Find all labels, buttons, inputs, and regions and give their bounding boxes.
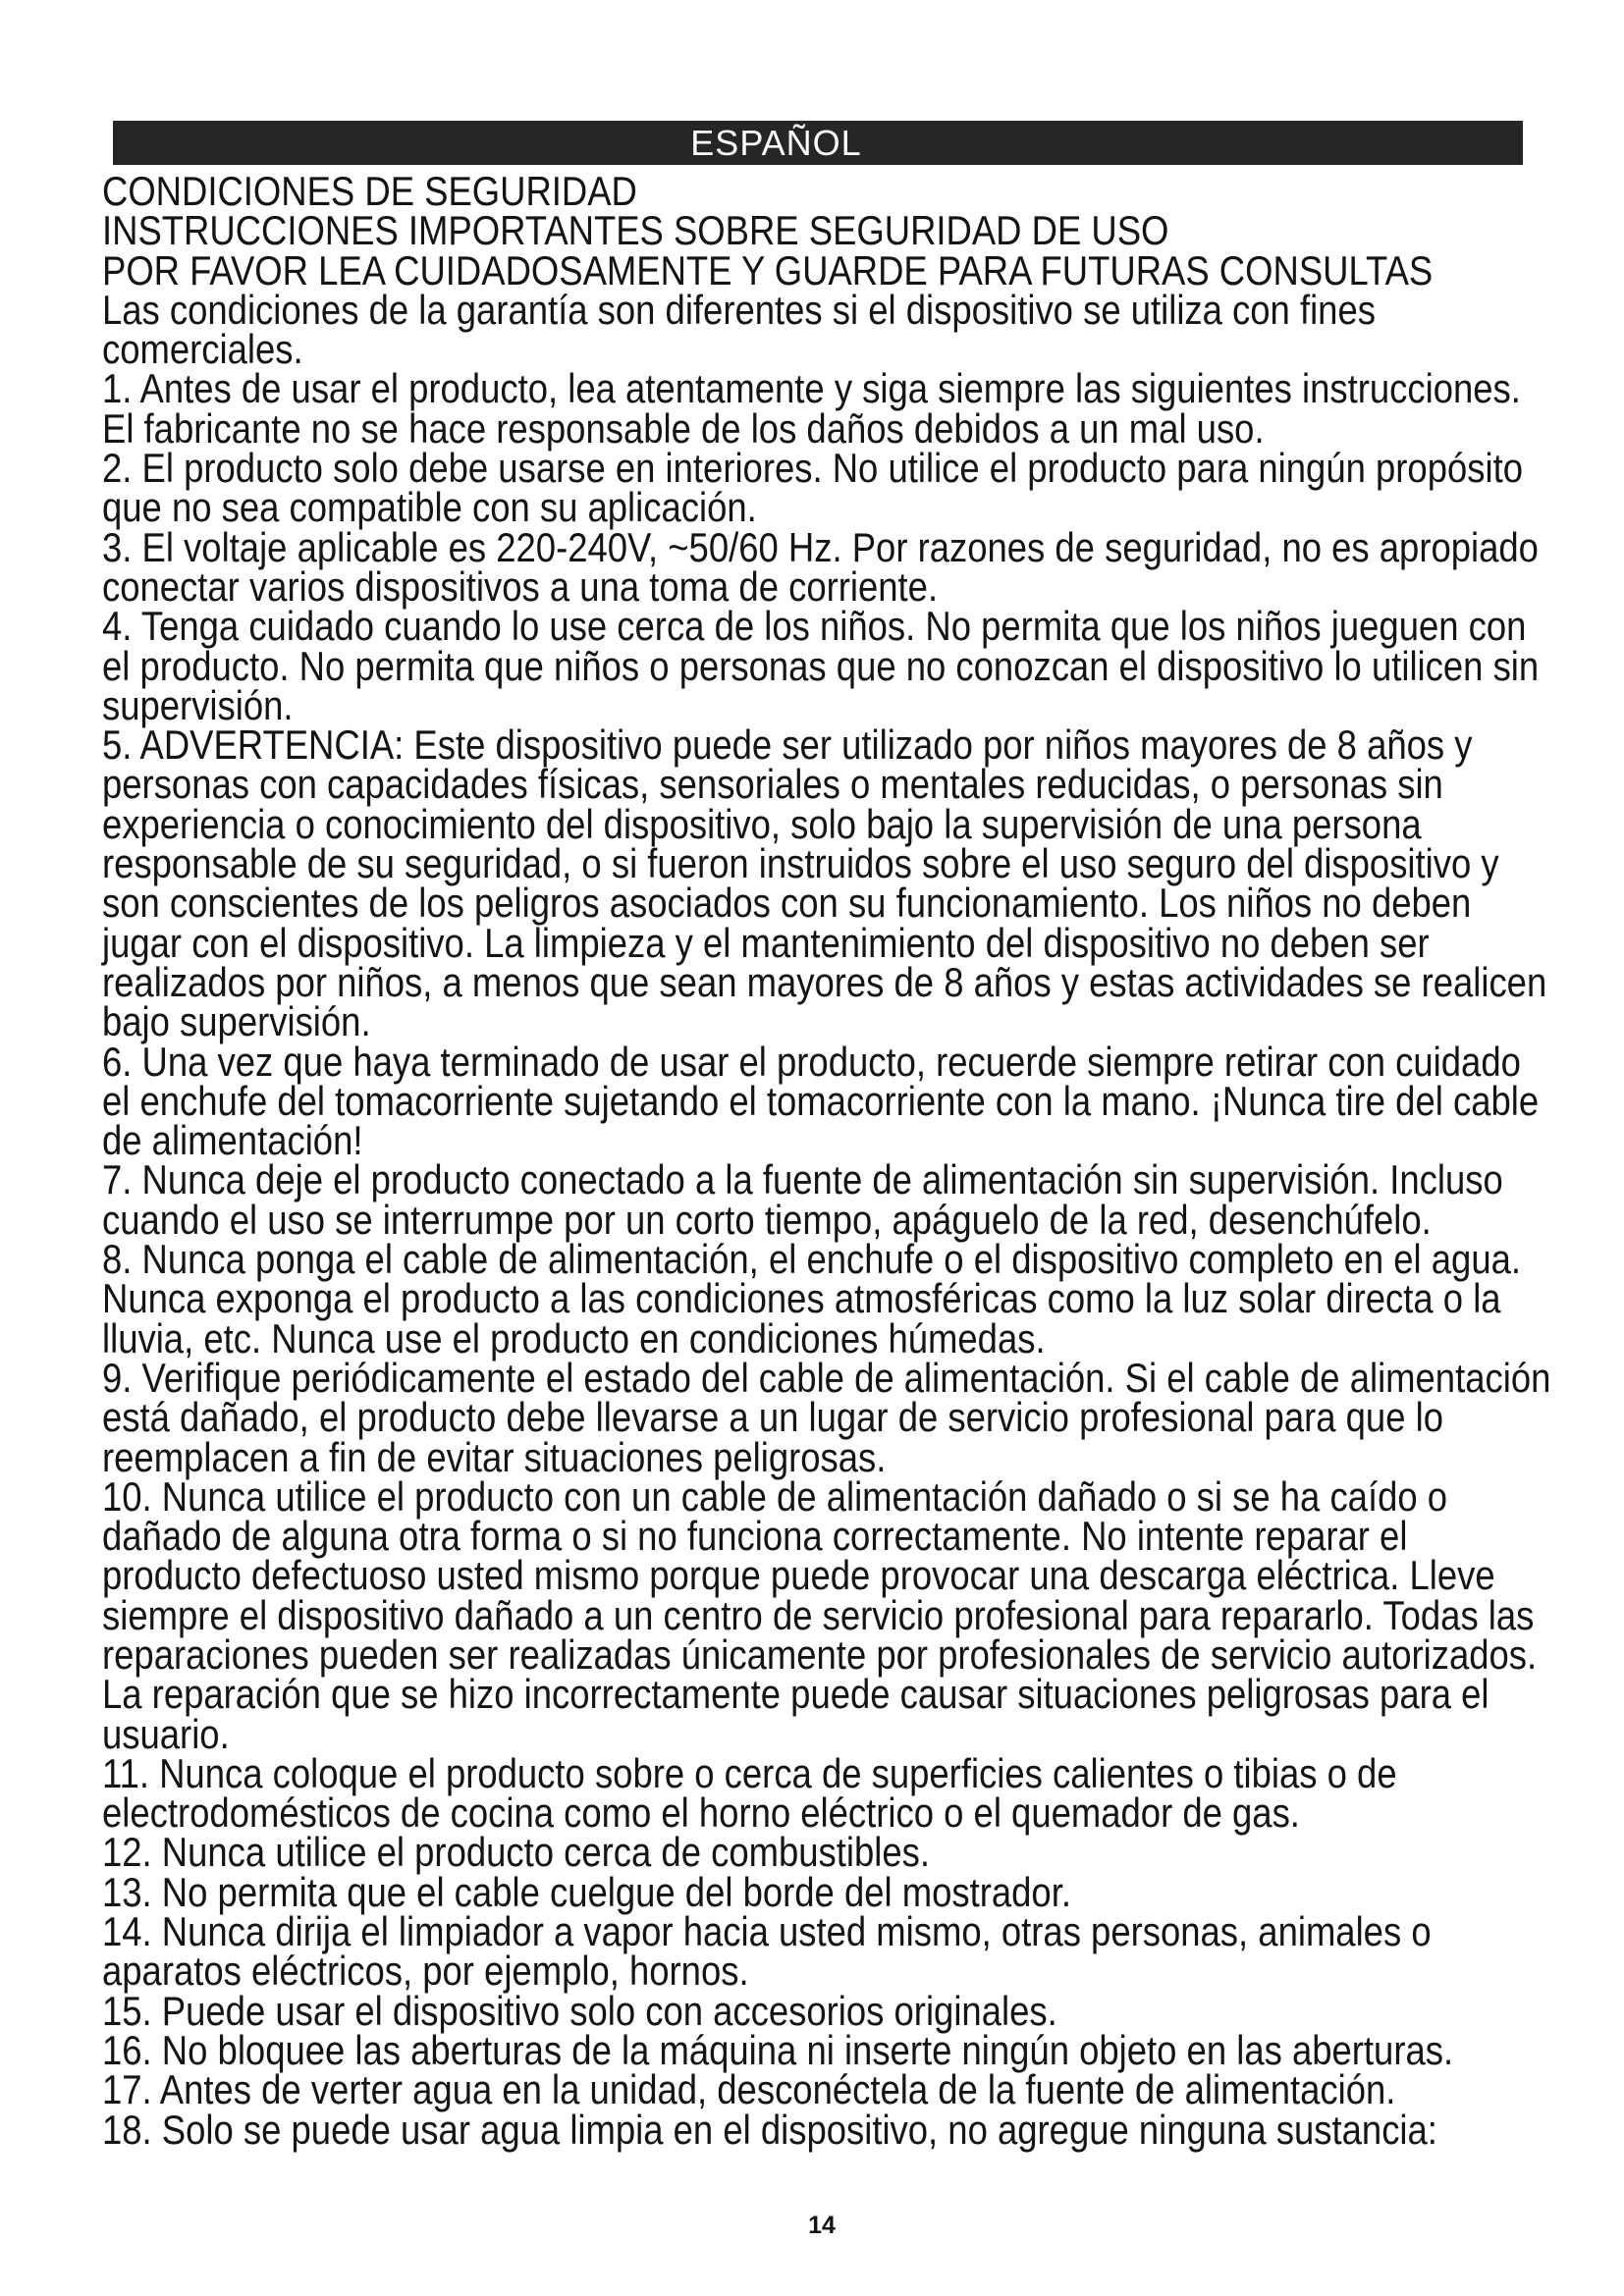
instruction-item-11 xyxy=(102,1749,1555,1837)
instruction-item-5 xyxy=(102,721,1555,1045)
instruction-item-12 xyxy=(102,1829,1555,1876)
instruction-item-3 xyxy=(102,523,1555,610)
text-line: son conscientes de los peligros asociados con su funcionamiento. Los niños no deben xyxy=(102,880,1472,927)
page-number: 14 xyxy=(808,2212,836,2239)
text-line: 13. No permita que el cable cuelgue del borde del mostrador. xyxy=(102,1868,1071,1915)
heading-line: INSTRUCCIONES IMPORTANTES SOBRE SEGURIDAD DE USO xyxy=(102,207,1169,254)
instruction-item-6 xyxy=(102,1038,1555,1164)
text-line: 14. Nunca dirija el limpiador a vapor hacia usted mismo, otras personas, animales o xyxy=(102,1908,1432,1955)
text-line: 3. El voltaje aplicable es 220-240V, ~50/60 Hz. Por razones de seguridad, no es apropiado xyxy=(102,523,1539,570)
text-line: responsable de su seguridad, o si fueron instruidos sobre el uso seguro del dispositivo y xyxy=(102,840,1499,887)
text-line: comerciales. xyxy=(102,326,303,373)
heading-line: CONDICIONES DE SEGURIDAD xyxy=(102,168,637,214)
text-line: está dañado, el producto debe llevarse a un lugar de servicio profesional para que lo xyxy=(102,1394,1443,1441)
text-line: usuario. xyxy=(102,1710,230,1757)
language-label: ESPAÑOL xyxy=(690,123,862,163)
text-line: Las condiciones de la garantía son diferentes si el dispositivo se utiliza con fines xyxy=(102,286,1376,333)
text-line: lluvia, etc. Nunca use el producto en condiciones húmedas. xyxy=(102,1314,1046,1362)
text-line: 5. ADVERTENCIA: Este dispositivo puede ser utilizado por niños mayores de 8 años y xyxy=(102,721,1473,769)
text-line: de alimentación! xyxy=(102,1117,363,1164)
heading-line: POR FAVOR LEA CUIDADOSAMENTE Y GUARDE PARA FUTURAS CONSULTAS xyxy=(102,246,1434,294)
safety-instructions xyxy=(102,168,1555,2153)
instruction-item-4 xyxy=(102,603,1555,728)
text-line: electrodomésticos de cocina como el horno eléctrico o el quemador de gas. xyxy=(102,1789,1300,1837)
instruction-item-13 xyxy=(102,1868,1555,1915)
text-line: aparatos eléctricos, por ejemplo, hornos. xyxy=(102,1948,749,1995)
text-line: 12. Nunca utilice el producto cerca de combustibles. xyxy=(102,1829,931,1876)
text-line: 9. Verifique periódicamente el estado del cable de alimentación. Si el cable de alimentación xyxy=(102,1354,1551,1401)
text-line: 7. Nunca deje el producto conectado a la fuente de alimentación sin supervisión. Incluso xyxy=(102,1156,1503,1203)
warranty-note xyxy=(102,286,1555,373)
instruction-item-1 xyxy=(102,365,1555,452)
text-line: 4. Tenga cuidado cuando lo use cerca de los niños. No permita que los niños jueguen con xyxy=(102,603,1527,650)
text-line: el producto. No permita que niños o personas que no conozcan el dispositivo lo utilicen sin xyxy=(102,642,1540,689)
instruction-item-10 xyxy=(102,1472,1555,1757)
instruction-item-14 xyxy=(102,1908,1555,1995)
text-line: La reparación que se hizo incorrectamente puede causar situaciones peligrosas para el xyxy=(102,1671,1489,1718)
instruction-item-17 xyxy=(102,2066,1555,2113)
text-line: 2. El producto solo debe usarse en interiores. No utilice el producto para ningún propósito xyxy=(102,445,1523,492)
text-line: cuando el uso se interrumpe por un corto tiempo, apáguelo de la red, desenchúfelo. xyxy=(102,1196,1432,1243)
instruction-item-15 xyxy=(102,1987,1555,2034)
text-line: conectar varios dispositivos a una toma de corriente. xyxy=(102,562,939,610)
text-line: reemplacen a fin de evitar situaciones peligrosas. xyxy=(102,1433,887,1480)
text-line: siempre el dispositivo dañado a un centro de servicio profesional para repararlo. Todas las xyxy=(102,1591,1535,1638)
text-line: producto defectuoso usted mismo porque puede provocar una descarga eléctrica. Lleve xyxy=(102,1552,1495,1599)
text-line: bajo supervisión. xyxy=(102,998,371,1045)
text-line: 18. Solo se puede usar agua limpia en el dispositivo, no agregue ninguna sustancia: xyxy=(102,2106,1437,2153)
language-header-bar xyxy=(113,121,1523,165)
text-line: Nunca exponga el producto a las condiciones atmosféricas como la luz solar directa o la xyxy=(102,1275,1501,1322)
text-line: jugar con el dispositivo. La limpieza y el mantenimiento del dispositivo no deben ser xyxy=(102,919,1430,966)
text-line: 16. No bloquee las aberturas de la máquina ni inserte ningún objeto en las aberturas. xyxy=(102,2026,1454,2073)
text-line: el enchufe del tomacorriente sujetando el tomacorriente con la mano. ¡Nunca tire del cable xyxy=(102,1077,1540,1124)
text-line: supervisión. xyxy=(102,681,294,728)
text-line: personas con capacidades físicas, sensoriales o mentales reducidas, o personas sin xyxy=(102,761,1443,808)
text-line: experiencia o conocimiento del dispositivo, solo bajo la supervisión de una persona xyxy=(102,800,1422,847)
text-line: 6. Una vez que haya terminado de usar el producto, recuerde siempre retirar con cuidado xyxy=(102,1038,1521,1085)
text-line: dañado de alguna otra forma o si no funciona correctamente. No intente reparar el xyxy=(102,1513,1408,1560)
instruction-item-7 xyxy=(102,1156,1555,1243)
text-line: que no sea compatible con su aplicación. xyxy=(102,484,757,531)
text-line: 15. Puede usar el dispositivo solo con accesorios originales. xyxy=(102,1987,1057,2034)
text-line: El fabricante no se hace responsable de los daños debidos a un mal uso. xyxy=(102,404,1265,452)
text-line: 8. Nunca ponga el cable de alimentación, el enchufe o el dispositivo completo en el agua. xyxy=(102,1236,1522,1283)
text-line: realizados por niños, a menos que sean mayores de 8 años y estas actividades se realicen xyxy=(102,958,1547,1005)
instruction-item-9 xyxy=(102,1354,1555,1480)
instruction-item-8 xyxy=(102,1236,1555,1362)
text-line: 10. Nunca utilice el producto con un cable de alimentación dañado o si se ha caído o xyxy=(102,1472,1448,1520)
instruction-item-2 xyxy=(102,445,1555,531)
instruction-item-16 xyxy=(102,2026,1555,2073)
safety-headings xyxy=(102,168,1555,294)
text-line: reparaciones pueden ser realizadas únicamente por profesionales de servicio autorizados. xyxy=(102,1630,1538,1678)
text-line: 17. Antes de verter agua en la unidad, desconéctela de la fuente de alimentación. xyxy=(102,2066,1396,2113)
text-line: 1. Antes de usar el producto, lea atentamente y siga siempre las siguientes instrucciones. xyxy=(102,365,1521,412)
instruction-item-18 xyxy=(102,2106,1555,2153)
text-line: 11. Nunca coloque el producto sobre o cerca de superficies calientes o tibias o de xyxy=(102,1749,1397,1796)
